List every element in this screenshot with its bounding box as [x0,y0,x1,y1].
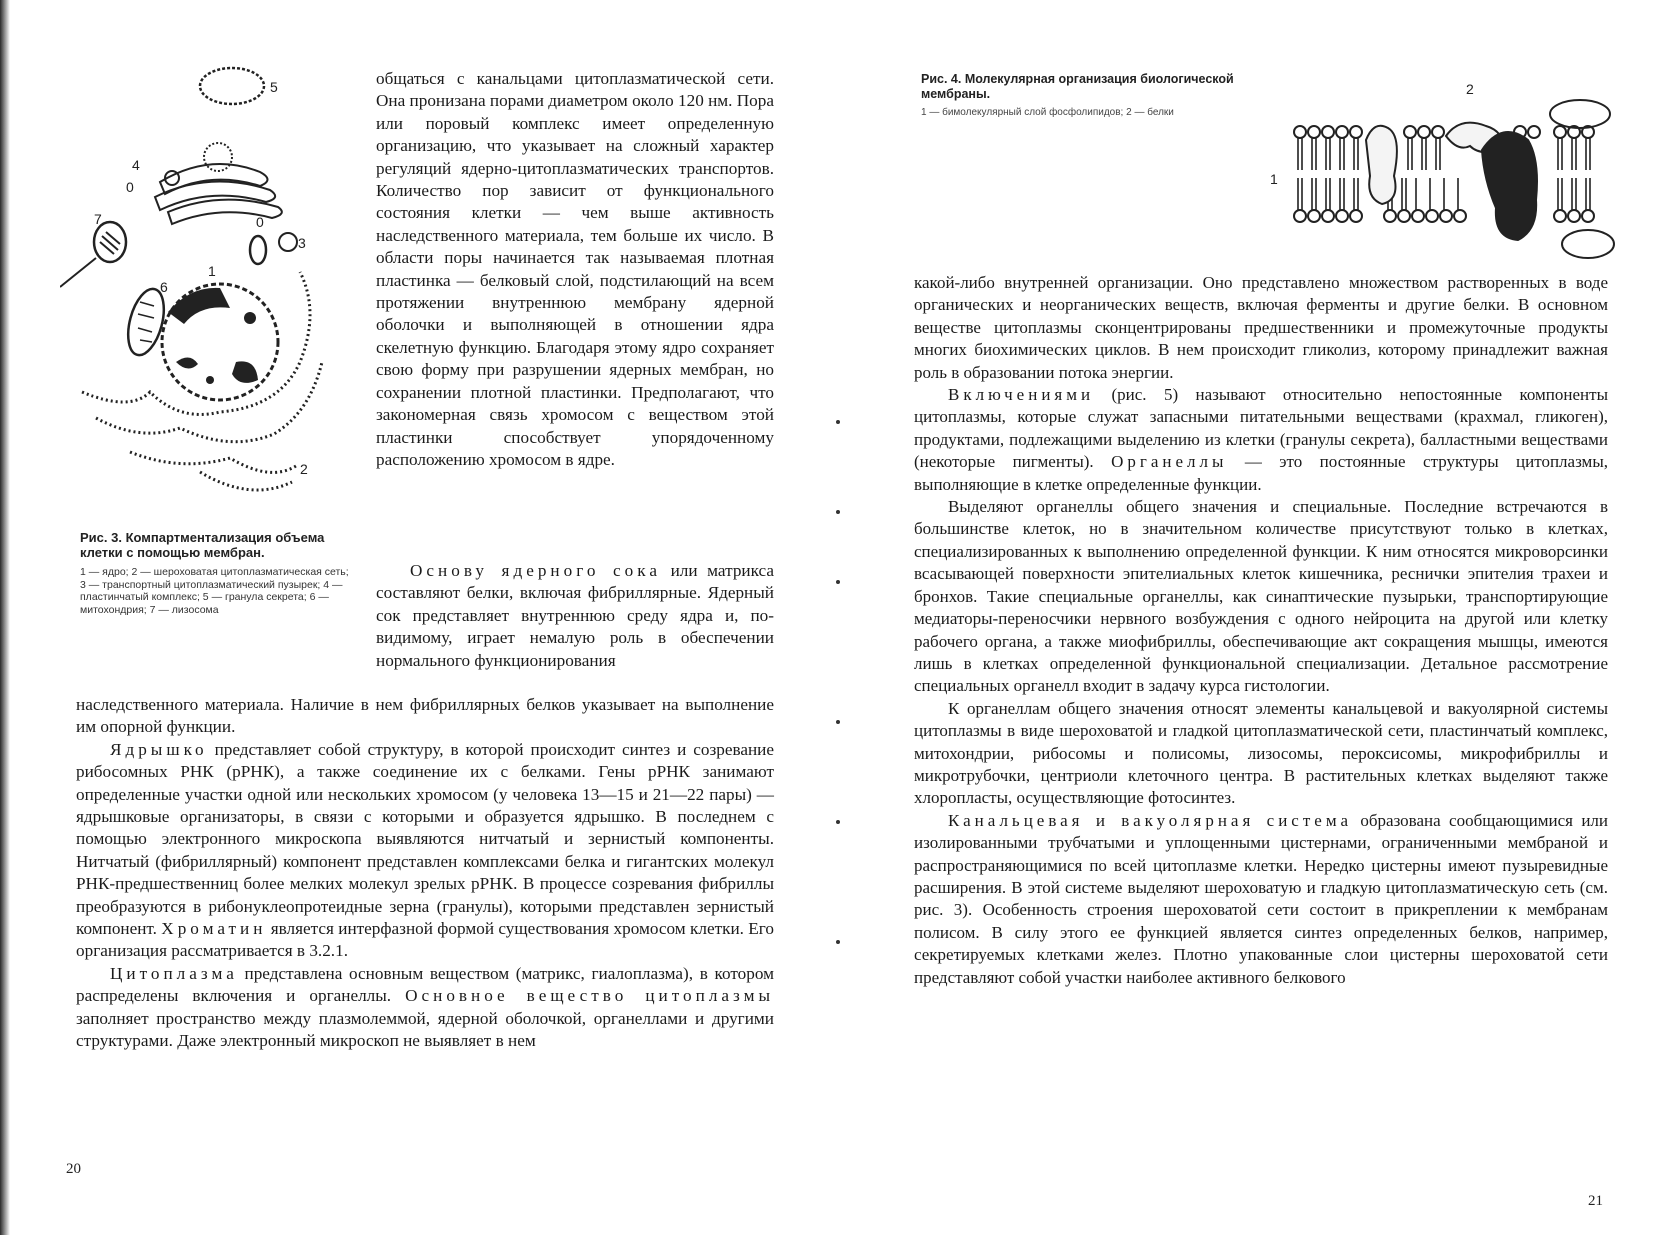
paragraph-inclusions [914,384,1608,496]
membrane-protein-c [1482,132,1537,240]
figure-3-caption-legend: 1 — ядро; 2 — шероховатая цитоплазматическая сеть; 3 — транспортный цитоплазматический пузырек; 4 — пластинчатый комплекс; 5 — гранула секрета; 6 — митохондрия; 7 — лизосома [80,566,349,616]
fig3-label-3: 3 [298,235,306,251]
membrane-protein-bottom-right [1562,230,1614,258]
paragraph-cytoplasm-text-a: представлена основным веществом (матрикс, гиалоплазма), в котором распределены включения и органеллы. [76,963,774,1006]
paragraph-general-organelles: К органеллам общего значения относят элементы канальцевой и вакуолярной системы цитоплазмы в виде шероховатой и гладкой цитоплазматической сети, пластинчатый комплекс, митохондрии, рибосомы и полисомы, лизосомы, пероксисомы, микрофибриллы и микротрубочки, центриоли клеточного центра. В растительных клетках выделяют также хлоропласты, осуществляющие фотосинтез. [914,698,1608,808]
term-nuclear-sap: Основу ядерного сока [410,561,661,580]
membrane-protein-top-right [1550,100,1610,128]
figure-4-caption-title: Рис. 4. Молекулярная организация биологической мембраны. [921,72,1234,101]
right-page-text [914,272,1608,989]
left-full-width-text [76,694,774,1053]
paragraph-nuclear-sap [376,560,774,672]
paragraph-ground-substance-cont: какой-либо внутренней организации. Оно представлено множеством растворенных в воде органических и неорганических веществ, включая ферменты и другие белки. В основном веществе цитоплазмы сконцентрированы предшественники и промежуточные продукты многих биохимических циклов. В нем происходит гликолиз, которому принадлежит важная роль в образовании потока энергии. [914,273,1608,382]
fig4-label-1: 1 [1270,171,1278,187]
paragraph-inclusions-text-b: — это постоянные структуры цитоплазмы, выполняющие в клетке определенные функции. [914,452,1608,494]
page-number-right: 21 [1588,1193,1603,1209]
membrane-top-heads [1294,126,1594,138]
fig3-label-1: 1 [208,263,216,279]
binding-edge [0,0,10,1235]
fig3-label-2: 2 [300,461,308,477]
fig3-label-4: 4 [132,157,140,173]
paragraph-canal-system-text: образована сообщающимися или изолированными трубчатыми и уплощенными цистернами, ограниченными мембраной и распространяющимися по всей цитоплазме клетки. Нередко цистерны имеют пузыревидные расширения. В этой системе выделяют шероховатую и гладкую цитоплазматическую сеть (см. рис. 3). Особенность строения шероховатой сети состоит в прикреплении к мембранам полисом. В силу этого ее функцией является синтез определенных белков, например, секретируемых клетками желез. Плотно упакованные слои цистерны шероховатой сети представляют собой участки наиболее активного белкового [914,810,1609,987]
term-organelles: Органеллы [1111,452,1228,472]
page-number-left: 20 [66,1161,81,1177]
fig4-label-2: 2 [1466,81,1474,97]
term-nucleolus: Ядрышко [110,739,208,759]
membrane-bottom-heads [1294,210,1594,222]
figure-4-caption [921,72,1261,120]
left-column-top-text [376,68,774,471]
fig3-label-0a: 0 [126,179,134,195]
left-column-mid-text [376,560,774,672]
paragraph-nucleolus [76,739,774,963]
figure-3-cell-diagram [60,62,360,522]
term-inclusions: Включениями [948,385,1095,405]
fig3-label-5: 5 [270,79,278,95]
paragraph-canal-system [914,810,1608,989]
term-ground-substance: Основное вещество цитоплазмы [405,986,774,1006]
fig3-label-6: 6 [160,279,168,295]
term-canal-system: Канальцевая и вакуолярная система [948,810,1353,830]
figure-3-caption-title: Рис. 3. Компартментализация объема клетки с помощью мембран. [80,530,325,560]
fig3-label-0b: 0 [256,214,264,230]
paragraph-pores: общаться с канальцами цитоплазматической сети. Она пронизана порами диаметром около 120 нм. Пора или поровый комплекс имеет определенную организацию, что указывает на сложный характер регуляций ядерно-цитоплазматических транспортов. Количество пор зависит от функционального состояния клетки — чем выше активность наследственного материала, тем больше их число. В области поры начинается так называемая плотная пластинка — белковый слой, подстилающий на всем протяжении внутреннюю мембрану ядерной оболочки и выполняющей в отношении ядра скелетную функцию. Благодаря этому ядро сохраняет свою форму при разрушении ядерных мембран, но сохранении плотной пластинки. Предполагают, что закономерная связь хромосом с веществом этой пластинки способствует упорядоченному расположению хромосом в ядре. [376,69,774,469]
paragraph-cytoplasm [76,963,774,1053]
term-chromatin: Хроматин [161,919,267,939]
paragraph-hereditary: наследственного материала. Наличие в нем фибриллярных белков указывает на выполнение им опорной функции. [76,695,774,737]
figure-3-caption [80,530,350,616]
paragraph-cytoplasm-text-b: заполняет пространство между плазмолеммой, ядерной оболочкой, органеллами и другими структурами. Даже электронный микроскоп не выявляет в нем [76,1008,774,1051]
figure-4-caption-legend: 1 — бимолекулярный слой фосфолипидов; 2 — белки [921,107,1174,118]
term-cytoplasm: Цитоплазма [110,963,238,983]
right-page [829,0,1658,1235]
membrane-lipid-tails [1298,138,1590,210]
figure-4-membrane-diagram [1270,80,1622,270]
membrane-protein-a [1366,126,1397,204]
paragraph-nucleolus-text-a: представляет собой структуру, в которой происходит синтез и созревание рибосомных РНК (рРНК), а также соединение их с белками. Гены рРНК занимают определенные участки одной или нескольких хромосом (у человека 13—15 и 21—22 пары) — ядрышковые организаторы, в связи с которыми и образуется ядрышко. В последнем с помощью электронного микроскопа выявляются нитчатый и зернистый компоненты. Нитчатый (фибриллярный) компонент представлен комплексами белка и гигантских молекул РНК-предшественниц более мелких молекул зрелых рРНК. В процессе созревания фибриллы преобразуются в рибонуклеопротеидные зерна (гранулы), которыми представлен зернистый компонент. [76,739,774,939]
fig3-label-7: 7 [94,211,102,227]
paragraph-inclusions-text-a: (рис. 5) называют относительно непостоянные компоненты цитоплазмы, которые служат запасными питательными веществами (крахмал, гликоген), продуктами, подлежащими выделению из клетки (гранулы секрета), балластными веществами (некоторые пигменты). [914,385,1608,472]
paragraph-special-organelles: Выделяют органеллы общего значения и специальные. Последние встречаются в большинстве клеток, но в значительном количестве присутствуют только в клетках, специализированных к выполнению определенной функции. К ним относятся микроворсинки всасывающей поверхности эпителиальных клеток кишечника, реснички эпителия трахеи и бронхов. Такие специальные органеллы, как синаптические пузырьки, транспортирующие медиаторы-переносчики нервного возбуждения с одного нейроцита на другой или клетку рабочего органа, а также миофибриллы, обеспечивающие акт сокращения мышцы, имеются лишь в клетках определенной функциональной специализации. Детальное рассмотрение специальных органелл входит в задачу курса гистологии. [914,497,1608,696]
paragraph-nuclear-sap-text: или матрикса составляют белки, включая фибриллярные. Ядерный сок представляет внутреннюю среду ядра и, по-видимому, играет немалую роль в обеспечении нормального функционирования [376,561,774,670]
paragraph-nucleolus-text-b: является интерфазной формой существования хромосом клетки. Его организация рассматривается в 3.2.1. [76,919,774,961]
